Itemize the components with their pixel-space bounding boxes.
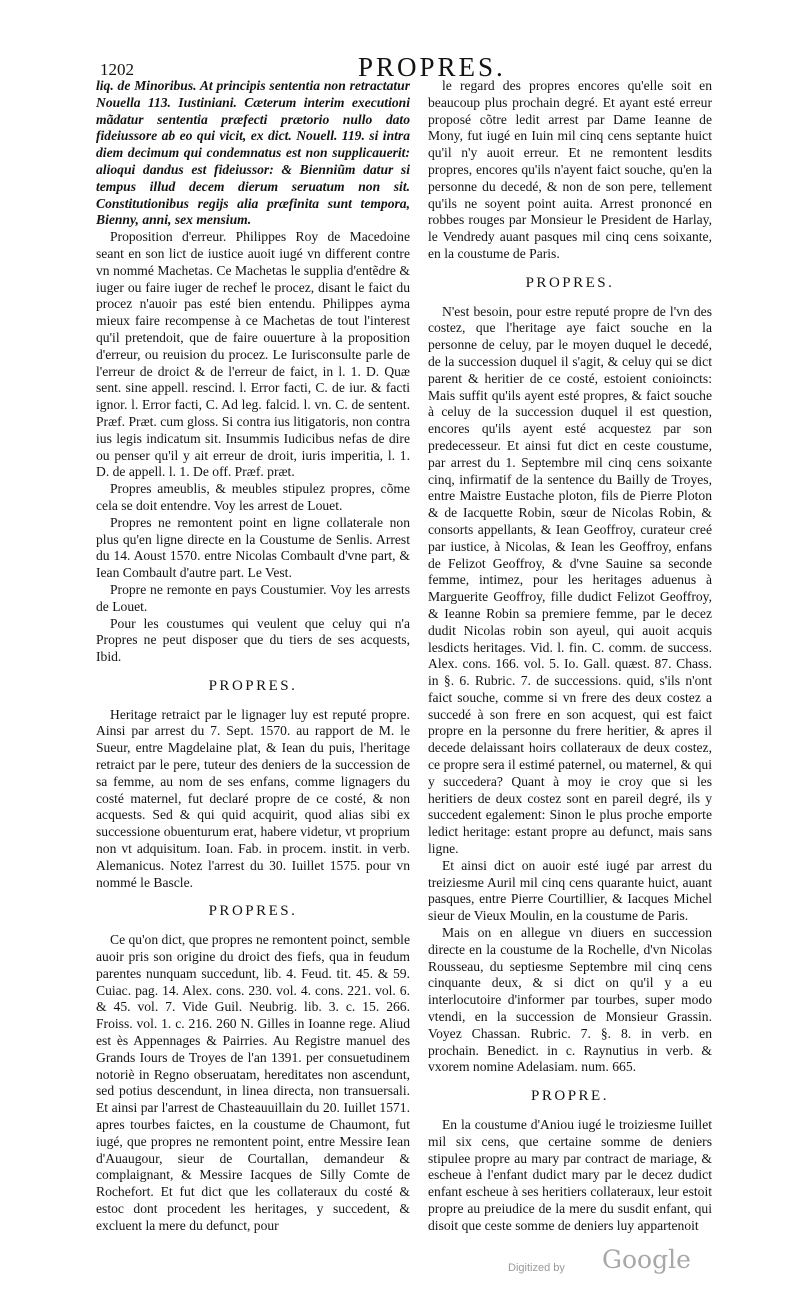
section-heading: PROPRES.	[208, 677, 298, 694]
section-heading: PROPRES.	[525, 274, 615, 291]
google-logo: Google	[602, 1245, 691, 1274]
running-title: PROPRES.	[358, 52, 506, 82]
digitized-by-label: Digitized by	[508, 1262, 565, 1274]
section-heading: PROPRE.	[531, 1088, 609, 1105]
right-column	[428, 78, 712, 1235]
text-paragraph: Et ainsi dict on auoir esté iugé par arrest du treiziesme Auril mil cinq cens quarante huict, auant pasques, entre Pierre Courtillier, & Iacques Michel sieur de Vieux Moulin, en la coustume de Paris.	[428, 857, 712, 924]
text-paragraph: Pour les coustumes qui veulent que celuy qui n'a Propres ne peut disposer que du tiers de ses acquests, Ibid.	[96, 615, 410, 665]
text-paragraph: Mais on en allegue vn diuers en succession directe en la coustume de la Rochelle, d'vn Nicolas Rousseau, du septiesme Septembre mil cinq cens cinquante deux, & si dict on qu'il y a eu interlocutoire d'informer par tourbes, super modo vtendi, en la succession de Monsieur Grassin. Voyez Chassan. Rubric. 7. §. 8. in verb. en prochain. Benedict. in c. Raynutius in verb. & vxorem nomine Adelasiam. num. 665.	[428, 925, 712, 1075]
text-paragraph: Ce qu'on dict, que propres ne remontent poinct, semble auoir pris son origine du droict des fiefs, qua in feudum parentes nunquam succedunt, lib. 4. Feud. tit. 45. & 59. Cuiac. pag. 14. Alex. cons. 230. vol. 4. cons. 221. vol. 6. & 45. vol. 7. Vide Guil. Neubrig. lib. 3. c. 15. 266. Froiss. vol. 1. c. 216. 260 N. Gilles in Ioanne rege. Aliud est ès Appennages & Pairries. Au Registre manuel des Grands Iours de Troyes de l'an 1391. per consuetudinem notoriè in Regno obseruatam, hereditates non ascendunt, sed potius descendunt, in linea directa, non transuersali. Et ainsi par l'arrest de Chasteauuillain du 20. Iuillet 1571. apres tourbes faictes, en la coustume de Chaumont, fut iugé, que propres ne remontent point, entre Messire Iean d'Auaugour, sieur de Courtallan, demandeur & complaignant, & Messire Iacques de Silly Comte de Rochefort. Et fut dict que les collateraux du costé & estoc dont procedent les heritages, y succedent, & excluent la mere du defunct, pour	[96, 932, 410, 1233]
latin-citation-paragraph: liq. de Minoribus. At principis sententia non retractatur Nouella 113. Iustiniani. Cæterum interim executioni mãdatur sententia præfecti prætorio nullo dato fideiussore ab eo qui vicit, ex dict. Nouell. 119. si intra diem decimum qui condemnatus est non supplicauerit: alioqui dandus est fideiussor: & Bienniũm datur si tempus illud decem dierum seruatum non sit. Constitutionibus regijs alia præfinita sunt tempora, Bienny, anni, sex mensium.	[96, 78, 410, 228]
text-paragraph: Propres ne remontent point en ligne collaterale non plus qu'en ligne directe en la Coustume de Senlis. Arrest du 14. Aoust 1570. entre Nicolas Combault d'vne part, & Iean Combault d'autre part. Le Vest.	[96, 514, 410, 581]
text-paragraph: Propre ne remonte en pays Coustumier. Voy les arrests de Louet.	[96, 581, 410, 614]
text-paragraph: Heritage retraict par le lignager luy est reputé propre. Ainsi par arrest du 7. Sept. 1570. au rapport de M. le Sueur, entre Magdelaine plat, & Iean du puis, l'heritage retraict par le pere, tuteur des deniers de la succession de sa femme, au nom de ses enfans, comme lignagers du costé maternel, fut declaré propre de ce costé, & non acquests. Sed & qui quid acquirit, quod alias sibi ex successione obuenturum erat, habere videtur, vt proprium non vt adquisitum. Ioan. Fab. in procem. instit. in verb. Alemanicus. Notez l'arrest du 30. Iuillet 1575. pour vn nommé le Bascle.	[96, 706, 410, 890]
text-paragraph: En la coustume d'Aniou iugé le troiziesme Iuillet mil six cens, que certaine somme de deniers stipulee propre au mary par contract de mariage, & escheue à l'enfant dudict mary par le decez dudict enfant escheue à ses heritiers collateraux, leur estoit propre au preiudice de la mere du susdit enfant, qui disoit que ceste somme de deniers luy appartenoit	[428, 1117, 712, 1233]
text-paragraph: le regard des propres encores qu'elle soit en beaucoup plus prochain degré. Et ayant esté erreur proposé cõtre ledit arrest par Dame Ieanne de Mony, fut iugé en Iuin mil cinq cens septante huict qu'il n'y auoit erreur. Et ne remontent lesdits propres, encores qu'ils n'ayent faict souche, qu'en la personne du decedé, & non de son pere, tellement qu'ils ne soyent point auita. Arrest prononcé en robbes rouges par Monsieur le President de Harlay, le Vendredy auant pasques mil cinq cens soixante, en la coustume de Paris.	[428, 78, 712, 261]
section-heading: PROPRES.	[208, 903, 298, 920]
page-number: 1202	[100, 60, 134, 79]
text-paragraph: N'est besoin, pour estre reputé propre de l'vn des costez, que l'heritage aye faict souche en la personne de celuy, par le moyen duquel le decedé, de la succession duquel il s'agit, & celuy qui se dict parent & heritier de ce costé, estoient conioincts: Mais suffit qu'ils ayent esté propres, & faict souche à celuy de la succession duquel il est question, encores qu'ils ayent esté acquestez par son predecesseur. Et ainsi fut dict en ceste coustume, par arrest du 1. Septembre mil cinq cens soixante cinq, infirmatif de la sentence du Bailly de Troyes, entre Maistre Eustache ploton, fils de Pierre Ploton & de Iacquette Robin, sœur de Nicolas Robin, & consorts appellants, & Iean Geoffroy, curateur creé par iustice, à Nicolas, & Iean les Geoffroy, enfans de Felizot Geoffroy, & d'vne Sauine sa seconde femme, intimez, pour les heritages aduenus à Marguerite Geoffroy, fille dudict Felizot Geoffroy, & Ieanne Robin sa premiere femme, par le decez dudit Nicolas robin son ayeul, qui auoit acquis lesdicts heritages. Vid. l. fin. C. comm. de success. Alex. cons. 166. vol. 5. Io. Gall. quæst. 87. Chass. in §. 6. Rubric. 7. de successions. quid, s'ils n'ont faict souche, comme si vn frere des deux costez a succedé à son frere en son acquest, qui est faict propre en la personne du frere heritier, & apres il decede delaissant hoirs collateraux de deux costez, ce propre sera il estimé paternel, ou maternel, & qui y succedera? Quant à moy ie croy que si les heritiers de deux costez sont en pareil degré, ils y succedent egalement: Sinon le plus proche emporte ledict heritage: estant propre au defunct, mais sans ligne.	[428, 303, 712, 857]
text-paragraph: Proposition d'erreur. Philippes Roy de Macedoine seant en son lict de iustice auoit iugé vn different contre vn nommé Machetas. Ce Machetas le supplia d'entẽdre & iuger ou faire iuger de rechef le procez, disant le faict du procez n'auoir pas esté bien entendu. Philippes ayma mieux faire recompense à ce Machetas de tout l'interest qu'il pretendoit, que de faire ouuerture à la proposition d'erreur, ou reuision du procez. Le Iurisconsulte parle de l'erreur de droict & de l'erreur de faict, in l. 1. D. Quæ sent. sine appell. rescind. l. Error facti, C. de iur. & facti ignor. l. Error facti, C. Ad leg. falcid. l. vn. C. de sentent. Præf. Præt. cum gloss. Si contra ius litigatoris, non contra ius legis indicatum sit. Insummis Iudicibus nefas de dire ou penser qu'il y ait erreur de droit, iuris imperitia, l. 1. D. de appell. l. 1. De off. Præf. præt.	[96, 229, 410, 480]
digitization-watermark	[508, 1245, 718, 1279]
left-column	[96, 78, 410, 1235]
text-paragraph: Propres ameublis, & meubles stipulez propres, cõme cela se doit entendre. Voy les arrest de Louet.	[96, 481, 410, 513]
